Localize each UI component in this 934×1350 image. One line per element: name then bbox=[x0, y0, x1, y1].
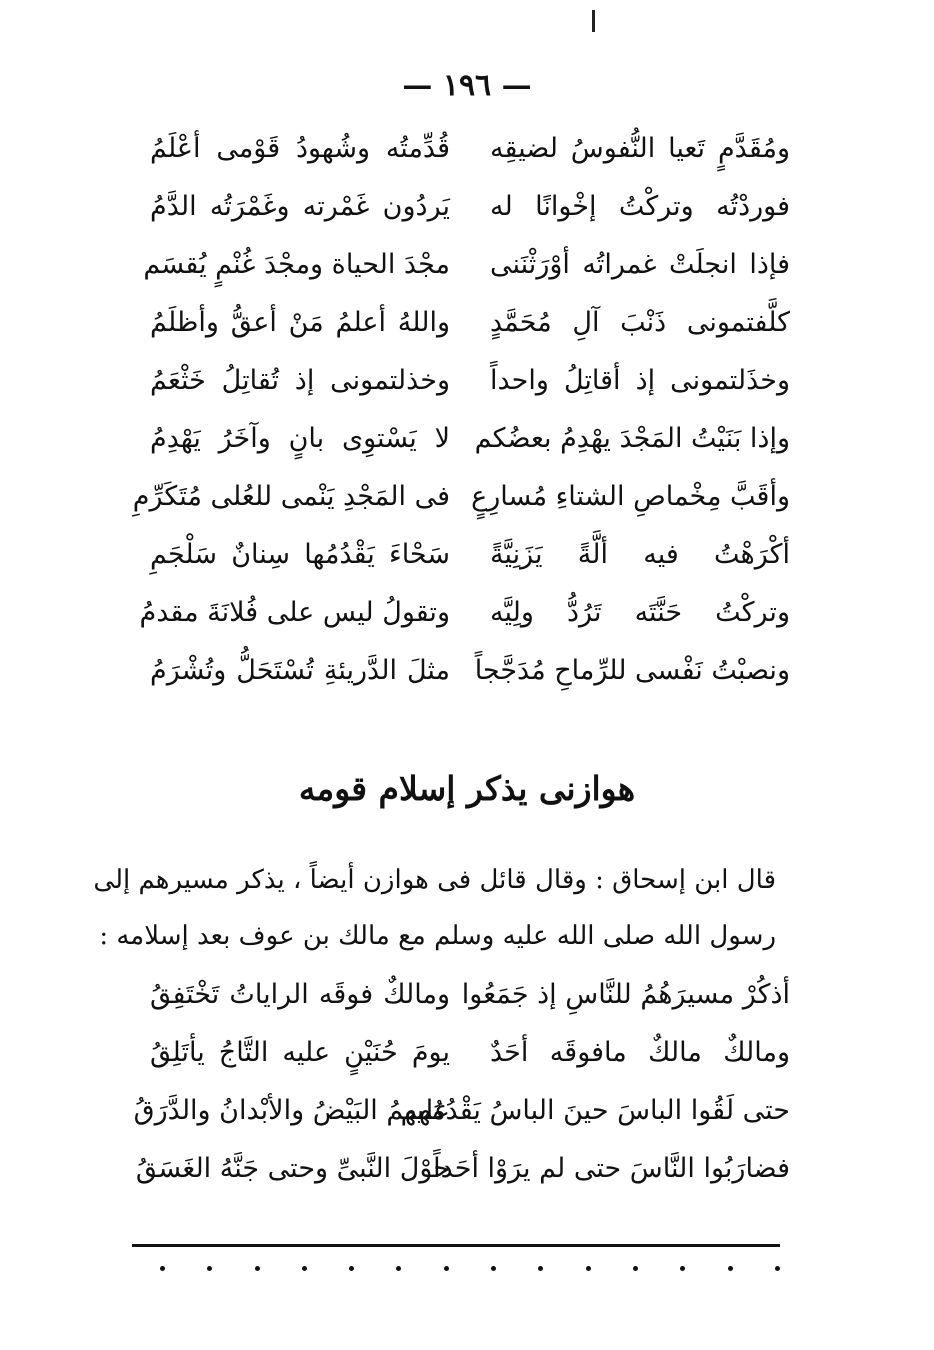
verse-right-hemistich: حتى لَقُوا الباسَ حينَ الباسُ يَقْدُمُهم bbox=[400, 1095, 790, 1126]
poem-first bbox=[132, 120, 790, 700]
dot bbox=[207, 1266, 212, 1271]
dot bbox=[775, 1266, 780, 1271]
verse-left-hemistich: قُدِّمتُه وشُهودُ قَوْمى أعْلَمُ bbox=[150, 133, 450, 164]
prose-paragraph bbox=[93, 852, 776, 964]
verse-left-hemistich: مجْدَ الحياة ومجْدَ غُنْمٍ يُقسَم bbox=[143, 249, 450, 280]
dot bbox=[633, 1266, 638, 1271]
verse-row bbox=[150, 410, 790, 468]
footer-rule bbox=[132, 1244, 780, 1247]
dot bbox=[396, 1266, 401, 1271]
verse-row bbox=[150, 352, 790, 410]
verse-right-hemistich: أكْرَهْتُ فيه ألَّةً يَزَنِيَّةً bbox=[490, 539, 790, 570]
verse-row bbox=[150, 120, 790, 178]
verse-row bbox=[150, 178, 790, 236]
verse-row bbox=[150, 966, 790, 1024]
verse-left-hemistich: عليهمُ البَيْضُ والأبْدانُ والدَّرَقُ bbox=[133, 1095, 450, 1126]
verse-row bbox=[150, 642, 790, 700]
dot bbox=[586, 1266, 591, 1271]
margin-mark bbox=[592, 10, 595, 32]
verse-left-hemistich: وتقولُ ليس على فُلانَةَ مقدمُ bbox=[139, 597, 450, 628]
verse-right-hemistich: ومُقَدَّمٍ تَعيا النُّفوسُ لضيقِه bbox=[490, 133, 790, 164]
dot bbox=[728, 1266, 733, 1271]
verse-right-hemistich: وأقَبَّ مِخْماصِ الشتاءِ مُسارِعٍ bbox=[471, 481, 790, 512]
prose-line: قال ابن إسحاق : وقال قائل فى هوازن أيضاً ، يذكر مسيرهم إلى bbox=[93, 865, 776, 895]
verse-left-hemistich: واللهُ أعلمُ مَنْ أعقُّ وأظلَمُ bbox=[150, 307, 450, 338]
verse-left-hemistich: سَحْاءَ يَقْدُمُها سِنانٌ سَلْجَمِ bbox=[150, 539, 450, 570]
verse-row bbox=[150, 1024, 790, 1082]
dot bbox=[349, 1266, 354, 1271]
verse-row bbox=[139, 584, 790, 642]
verse-left-hemistich: وخذلتمونى إذ تُقاتِلُ خَثْعَمُ bbox=[150, 365, 450, 396]
prose-line: رسول الله صلى الله عليه وسلم مع مالك بن عوف بعد إسلامه : bbox=[99, 921, 776, 951]
verse-right-hemistich: ومالكٌ مالكٌ مافوقَه أحَدٌ bbox=[490, 1037, 790, 1068]
dot bbox=[491, 1266, 496, 1271]
dot bbox=[538, 1266, 543, 1271]
verse-row bbox=[132, 468, 790, 526]
verse-left-hemistich: مثلَ الدَّريئةِ تُسْتَحَلُّ وتُشْرَمُ bbox=[150, 655, 450, 686]
footnote-dots bbox=[160, 1266, 780, 1278]
verse-right-hemistich: وإذا بَنَيْتُ المَجْدَ يهْدِمُ بعضُكم bbox=[474, 423, 790, 454]
verse-right-hemistich: فإذا انجلَتْ غمراتُه أوْرَثْنَنى bbox=[490, 249, 790, 280]
verse-row bbox=[150, 526, 790, 584]
verse-left-hemistich: يَردُون غَمْرته وغَمْرَتُه الدَّمُ bbox=[150, 191, 450, 222]
verse-left-hemistich: يومَ حُنَيْنٍ عليه التَّاجُ يأتَلِقُ bbox=[150, 1037, 450, 1068]
verse-right-hemistich: ونصبْتُ نَفْسى للرِّماحِ مُدَجَّجاً bbox=[474, 655, 790, 686]
verse-left-hemistich: فى المَجْدِ يَنْمى للعُلى مُتَكَرِّمِ bbox=[132, 481, 450, 512]
verse-right-hemistich: فضارَبُوا النَّاسَ حتى لم يرَوْا أحَداً bbox=[433, 1153, 790, 1184]
dot bbox=[680, 1266, 685, 1271]
verse-row bbox=[150, 294, 790, 352]
dot bbox=[160, 1266, 165, 1271]
dot bbox=[255, 1266, 260, 1271]
verse-row bbox=[133, 1082, 790, 1140]
verse-right-hemistich: كلَّفتمونى ذَنْبَ آلِ مُحَمَّدٍ bbox=[490, 307, 790, 338]
page-number: — ١٩٦ — bbox=[402, 68, 532, 103]
verse-left-hemistich: ومالكٌ فوقَه الراياتُ تَخْتَفِقُ bbox=[150, 979, 450, 1010]
verse-right-hemistich: وخذَلتمونى إذ أقاتِلُ واحداً bbox=[490, 365, 790, 396]
dot bbox=[302, 1266, 307, 1271]
verse-right-hemistich: وتركْتُ حَنَّتَه تَرُدُّ ولِيَّه bbox=[490, 597, 790, 628]
section-title: هوازنى يذكر إسلام قومه bbox=[298, 769, 636, 808]
verse-left-hemistich: حوْلَ النَّبىِّ وحتى جَنَّهُ الغَسَقُ bbox=[135, 1153, 450, 1184]
verse-left-hemistich: لا يَسْتوِى بانٍ وآخَرُ يَهْدِمُ bbox=[150, 423, 450, 454]
verse-row bbox=[135, 1140, 790, 1198]
poem-second bbox=[133, 966, 790, 1198]
verse-right-hemistich: فوردْتُه وتركْتُ إخْوانًا له bbox=[490, 191, 790, 222]
verse-right-hemistich: أذكُرْ مسيرَهُمُ للنَّاسِ إذ جَمَعُوا bbox=[461, 979, 790, 1010]
verse-row bbox=[143, 236, 790, 294]
dot bbox=[444, 1266, 449, 1271]
